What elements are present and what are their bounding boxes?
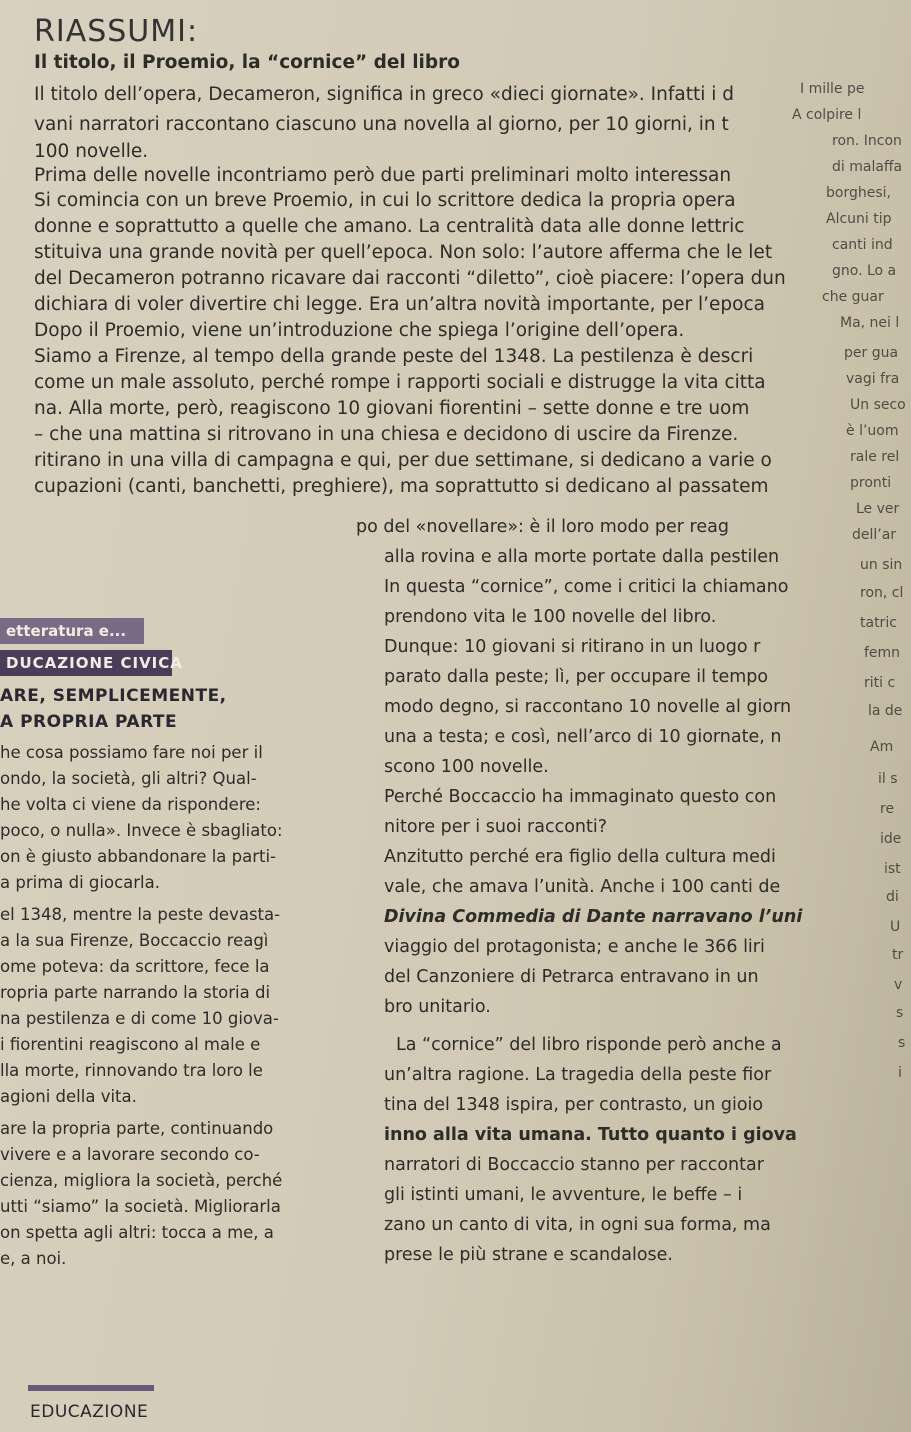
text-line: viaggio del protagonista; e anche le 366 liri [384, 937, 765, 957]
text-line: prendono vita le 100 novelle del libro. [384, 607, 717, 627]
text-line: Perché Boccaccio ha immaginato questo con [384, 787, 777, 807]
sidebar-line: lla morte, rinnovando tra loro le [0, 1061, 263, 1080]
margin-fragment: il s [878, 771, 898, 787]
margin-fragment: s [896, 1005, 904, 1021]
text-line: cupazioni (canti, banchetti, preghiere), ma soprattutto si dedicano al passatem [34, 476, 769, 497]
sidebar-line: ome poteva: da scrittore, fece la [0, 957, 270, 976]
sidebar-line: i fiorentini reagiscono al male e [0, 1035, 261, 1054]
text-line: vale, che amava l’unità. Anche i 100 canti de [384, 877, 781, 897]
text-line: Si comincia con un breve Proemio, in cui lo scrittore dedica la propria opera [34, 190, 736, 211]
sidebar-heading: A PROPRIA PARTE [0, 712, 178, 732]
margin-fragment: re [880, 801, 895, 817]
margin-fragment: tr [892, 947, 904, 963]
footer-accent-bar [28, 1385, 154, 1391]
margin-fragment: ide [880, 831, 902, 847]
text-line: dichiara di voler divertire chi legge. Era un’altra novità importante, per l’epoca [34, 294, 765, 315]
sidebar-line: ropria parte narrando la storia di [0, 983, 271, 1002]
sidebar-line: cienza, migliora la società, perché [0, 1171, 283, 1190]
text-line: – che una mattina si ritrovano in una chiesa e decidono di uscire da Firenze. [34, 424, 739, 445]
margin-fragment: borghesi, [826, 185, 891, 201]
margin-fragment: riti c [864, 675, 896, 691]
margin-fragment: canti ind [832, 237, 893, 253]
text-line: alla rovina e alla morte portate dalla pestilen [384, 547, 780, 567]
sidebar-line: el 1348, mentre la peste devasta- [0, 905, 281, 924]
text-line: gli istinti umani, le avventure, le beffe – i [384, 1185, 743, 1205]
margin-fragment: pronti [850, 475, 892, 491]
sidebar-heading: ARE, SEMPLICEMENTE, [0, 686, 227, 706]
margin-fragment: vagi fra [846, 371, 900, 387]
margin-fragment: Le ver [856, 501, 900, 517]
margin-fragment: ist [884, 861, 901, 877]
sidebar-line: on è giusto abbandonare la parti- [0, 847, 277, 866]
literature-band: etteratura e... [0, 618, 144, 644]
sidebar-line: he volta ci viene da rispondere: [0, 795, 261, 814]
text-line: Divina Commedia di Dante narravano l’uni [384, 907, 803, 927]
margin-fragment: femn [864, 645, 901, 661]
sidebar-line: agioni della vita. [0, 1087, 137, 1106]
text-line: bro unitario. [384, 997, 491, 1017]
text-line: vani narratori raccontano ciascuno una novella al giorno, per 10 giorni, in t [34, 114, 729, 135]
text-line: na. Alla morte, però, reagiscono 10 giovani fiorentini – sette donne e tre uom [34, 398, 750, 419]
margin-fragment: che guar [822, 289, 884, 305]
text-line: prese le più strane e scandalose. [384, 1245, 673, 1265]
margin-fragment: A colpire l [792, 107, 862, 123]
text-line: stituiva una grande novità per quell’epoca. Non solo: l’autore afferma che le let [34, 242, 773, 263]
margin-fragment: la de [868, 703, 903, 719]
sidebar-line: are la propria parte, continuando [0, 1119, 274, 1138]
text-line: come un male assoluto, perché rompe i rapporti sociali e distrugge la vita citta [34, 372, 766, 393]
text-line: parato dalla peste; lì, per occupare il tempo [384, 667, 769, 687]
text-line: inno alla vita umana. Tutto quanto i giova [384, 1125, 797, 1145]
text-line: Dopo il Proemio, viene un’introduzione che spiega l’origine dell’opera. [34, 320, 685, 341]
text-line: Prima delle novelle incontriamo però due parti preliminari molto interessan [34, 165, 732, 186]
text-line: Il titolo dell’opera, Decameron, significa in greco «dieci giornate». Infatti i d [34, 84, 734, 105]
text-line: un’altra ragione. La tragedia della peste fior [384, 1065, 772, 1085]
text-line: In questa “cornice”, come i critici la chiamano [384, 577, 789, 597]
margin-fragment: Alcuni tip [826, 211, 892, 227]
margin-fragment: tatric [860, 615, 897, 631]
handwritten-note: RIASSUMI: [34, 14, 199, 49]
text-line: del Decameron potranno ricavare dai racconti “diletto”, cioè piacere: l’opera dun [34, 268, 786, 289]
sidebar-line: e, a noi. [0, 1249, 67, 1268]
sidebar-line: a la sua Firenze, Boccaccio reagì [0, 931, 269, 950]
text-line: modo degno, si raccontano 10 novelle al giorn [384, 697, 792, 717]
text-line: Anzitutto perché era figlio della cultura medi [384, 847, 776, 867]
margin-fragment: di malaffa [832, 159, 903, 175]
text-line: narratori di Boccaccio stanno per raccontar [384, 1155, 764, 1175]
margin-fragment: U [890, 919, 901, 935]
sidebar-line: na pestilenza e di come 10 giova- [0, 1009, 279, 1028]
sidebar-line: a prima di giocarla. [0, 873, 160, 892]
margin-fragment: dell’ar [852, 527, 897, 543]
text-line: po del «novellare»: è il loro modo per reag [356, 517, 729, 537]
margin-fragment: s [898, 1035, 906, 1051]
footer-label: EDUCAZIONE [30, 1402, 149, 1422]
margin-fragment: è l’uom [846, 423, 899, 439]
sidebar-line: poco, o nulla». Invece è sbagliato: [0, 821, 283, 840]
text-line: del Canzoniere di Petrarca entravano in un [384, 967, 759, 987]
text-line: Siamo a Firenze, al tempo della grande peste del 1348. La pestilenza è descri [34, 346, 754, 367]
section-heading: Il titolo, il Proemio, la “cornice” del libro [34, 52, 460, 73]
margin-fragment: I mille pe [800, 81, 865, 97]
margin-fragment: i [898, 1065, 902, 1081]
text-line: 100 novelle. [34, 141, 149, 162]
text-line: zano un canto di vita, in ogni sua forma, ma [384, 1215, 771, 1235]
margin-fragment: un sin [860, 557, 903, 573]
text-line: nitore per i suoi racconti? [384, 817, 608, 837]
text-line: donne e soprattutto a quelle che amano. La centralità data alle donne lettric [34, 216, 745, 237]
civic-education-band: DUCAZIONE CIVICA [0, 650, 172, 676]
sidebar-line: on spetta agli altri: tocca a me, a [0, 1223, 274, 1242]
margin-fragment: v [894, 977, 903, 993]
margin-fragment: ron, cl [860, 585, 904, 601]
sidebar-line: vivere e a lavorare secondo co- [0, 1145, 260, 1164]
margin-fragment: rale rel [850, 449, 900, 465]
text-line: Dunque: 10 giovani si ritirano in un luogo r [384, 637, 761, 657]
sidebar-line: he cosa possiamo fare noi per il [0, 743, 263, 762]
margin-fragment: gno. Lo a [832, 263, 897, 279]
sidebar-line: utti “siamo” la società. Migliorarla [0, 1197, 281, 1216]
margin-fragment: Am [870, 739, 894, 755]
margin-fragment: di [886, 889, 899, 905]
margin-fragment: Un seco [850, 397, 906, 413]
margin-fragment: per gua [844, 345, 899, 361]
text-line: La “cornice” del libro risponde però anche a [396, 1035, 782, 1055]
text-line: scono 100 novelle. [384, 757, 549, 777]
text-line: una a testa; e così, nell’arco di 10 giornate, n [384, 727, 782, 747]
margin-fragment: ron. Incon [832, 133, 902, 149]
sidebar-line: ondo, la società, gli altri? Qual- [0, 769, 257, 788]
text-line: ritirano in una villa di campagna e qui, per due settimane, si dedicano a varie o [34, 450, 772, 471]
margin-fragment: Ma, nei l [840, 315, 900, 331]
text-line: tina del 1348 ispira, per contrasto, un gioio [384, 1095, 764, 1115]
